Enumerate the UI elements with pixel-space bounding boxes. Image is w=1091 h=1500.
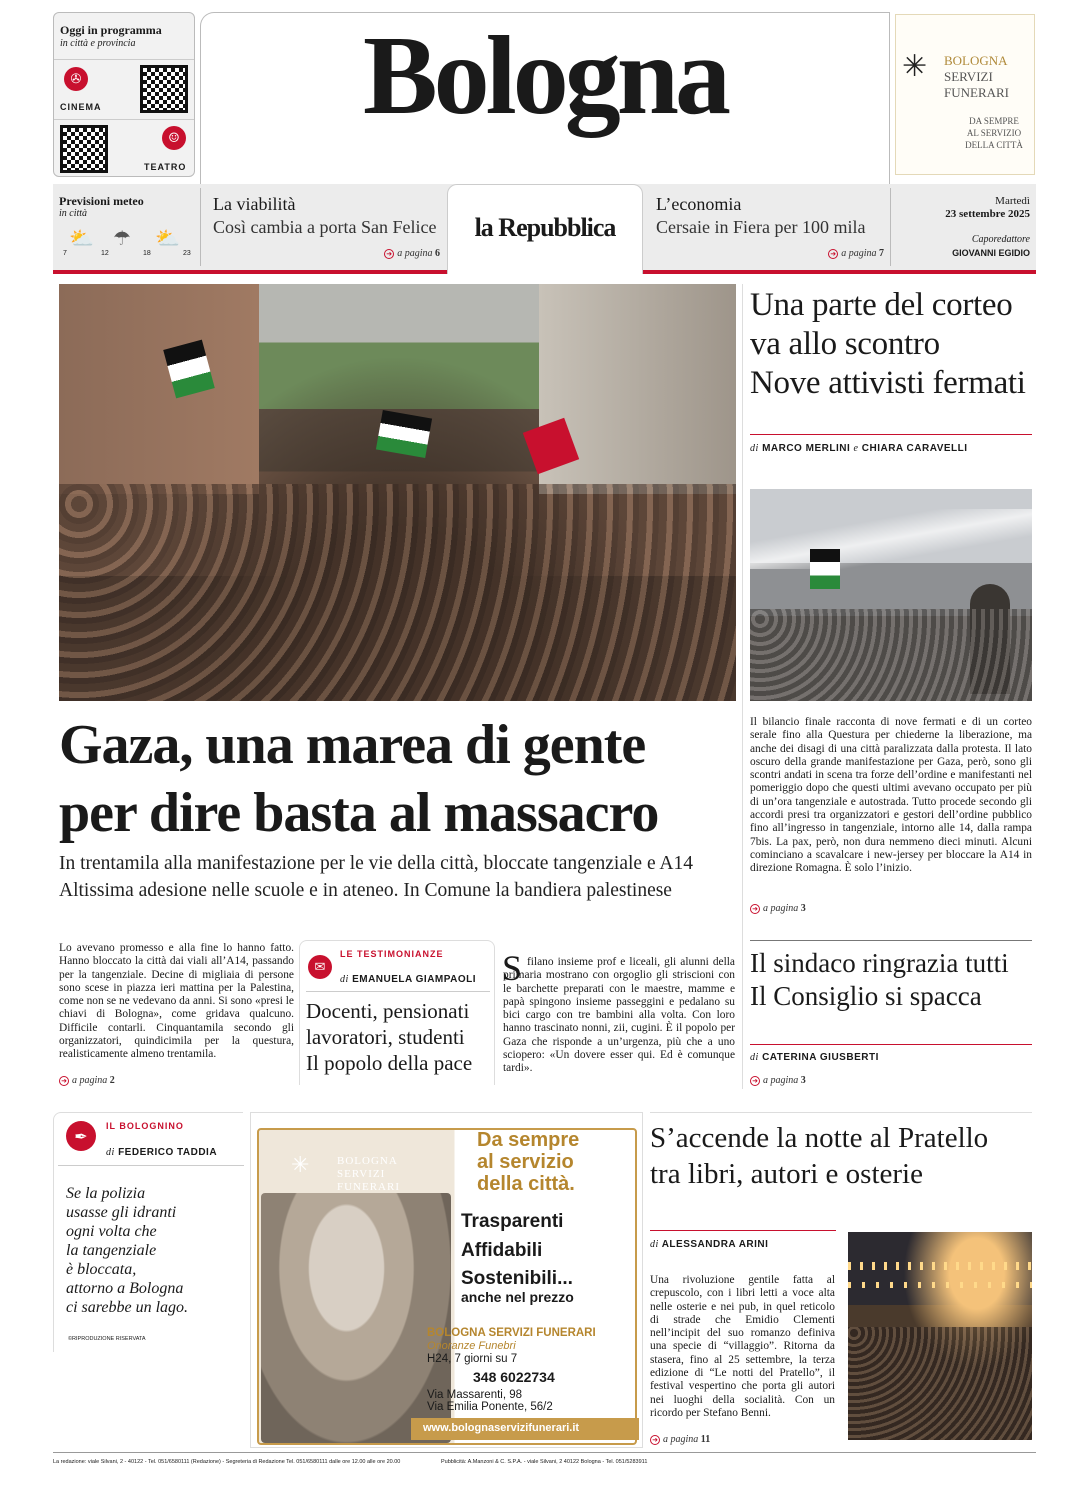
scontro-title-2[interactable]: va allo scontro [750,326,940,362]
bolognino-kicker: IL BOLOGNINO [106,1121,184,1131]
cinema-qr-code[interactable] [140,65,188,113]
ad-value-4: anche nel prezzo [461,1289,574,1305]
editor-name: GIOVANNI EGIDIO [952,248,1030,258]
ad-top-tag-3: DELLA CITTÀ [965,140,1023,150]
sindaco-title-2[interactable]: Il Consiglio si spacca [750,981,982,1011]
arrow-icon: ➜ [59,1076,69,1086]
pratello-night-photo [848,1232,1032,1440]
pratello-redline [650,1230,836,1231]
ad-top-tag-2: AL SERVIZIO [966,128,1022,138]
speech-bubble-icon: ✉ [308,955,332,979]
sindaco-title-1[interactable]: Il sindaco ringrazia tutti [750,948,1009,978]
dandelion-icon: ✳ [902,49,928,84]
repubblica-logo-box [447,184,643,274]
arrow-icon: ➜ [750,1076,760,1086]
footer-redazione: La redazione: viale Silvani, 2 - 40122 - Tel. 051/6580111 (Redazione) - Segreteria di Redazione Tel. 051/6580111 dalle ore 12.00 alle ore 20.00 [53,1459,401,1465]
date-box [891,184,1034,270]
arrow-icon: ➜ [828,249,838,259]
ad-value-3: Sostenibili... [461,1268,573,1289]
water-cannon-photo [750,489,1032,701]
masthead-title: Bologna [362,14,728,138]
ad-address-1: Via Massarenti, 98 [427,1389,523,1401]
rain-cloud-icon: ☂ [113,226,131,250]
issue-date: 23 settembre 2025 [945,208,1030,220]
ad-service: Onoranze Funebri [427,1340,516,1352]
ad-company: BOLOGNA SERVIZI FUNERARI [427,1327,596,1339]
economia-text: Cersaie in Fiera per 100 mila [656,217,866,237]
sindaco-page-link[interactable]: ➜ a pagina 3 [750,1075,806,1086]
bolognino-quote-6: attorno a Bologna [66,1280,184,1297]
testimonianze-title-2[interactable]: lavoratori, studenti [306,1025,465,1049]
scontro-title-3[interactable]: Nove attivisti fermati [750,365,1026,401]
arrow-icon: ➜ [384,249,394,259]
meteo-subtitle: in città [59,208,88,219]
viabilita-teaser[interactable] [200,184,446,270]
economia-page-link[interactable]: ➜ a pagina 7 [828,248,884,259]
testimonianze-byline: di EMANUELA GIAMPAOLI [340,974,477,985]
teatro-mask-icon: ☺ [162,126,186,150]
pratello-byline: di ALESSANDRA ARINI [650,1239,769,1250]
bolognino-quote-3: ogni volta che [66,1223,157,1240]
scontro-body: Il bilancio finale racconta di nove fermati e di un corteo serale fino alla Questura per chiederne la liberazione, ma anche dei disagi di una città paralizzata dalla protesta. Il lato oscuro della grande manifestazione per Gaza, però, sono gli scontri andati in scena tra forze dell’ordine e manifestanti nel pomeriggio dopo che questi ultimi avevano occupato per più di un’ora tangenziale e autostrada. Tutto procede secondo gli accordi presi tra organizzatori e gestori dell’ordine pubblico fino all’ingresso in tangenziale, intorno alle 14, dalla rampa 7bis. La pax, però, non dura nemmeno dieci minuti. Alcuni cominciano a scavalcare i new-jersey per bloccare la A14 in direzione Romagna. È solo l’inizio. [750,716,1032,875]
main-body: Lo avevano promesso e alla fine lo hanno fatto. Hanno bloccato la città dai viali all’A14, passando per la tangenziale. Decine di migliaia di persone sono scese in piazza ieri mattina per la Palestina, come non se ne vedevano da anni. Si sono «presi le chiavi di Bologna», come gridava qualcuno. Difficile contarli. Cinquantamila secondo gli organizzatori, quindicimila per la questura, realisticamente almeno trentamila. [59,942,294,1061]
cinema-label[interactable]: CINEMA [60,102,102,112]
footer-pubblicita: Pubblicità: A.Manzoni & C. S.P.A. - viale Silvani, 2 40122 Bologna - Tel. 051/5283911 [441,1459,648,1465]
editor-role: Caporedattore [971,234,1030,245]
program-title: Oggi in programma [60,23,162,37]
main-subhead-1: In trentamila alla manifestazione per le vie della città, bloccate tangenziale e A14 [59,853,693,874]
main-page-link[interactable]: ➜ a pagina 2 [59,1075,115,1086]
ad-top-logo-1: BOLOGNA [944,53,1008,68]
ad-address-2: Via Emilia Ponente, 56/2 [427,1401,553,1413]
testimonianze-kicker: LE TESTIMONIANZE [340,949,444,959]
testimonianze-body: filano insieme prof e liceali, gli alunni della primaria mostrano con orgoglio gli striscioni con le barchette preparati con le maestre, mamme e papà spingono insieme passeggini e pedalano su bici cargo con tre bambini alla volta. Con loro hanno trascinato nonni, zii, cugini. È il popolo per Gaza che risponde a un’urgenza, più che a uno sciopero: «Un dovere esser qui. Ed è comunque tardi». [503,956,735,1075]
temp-3: 18 [143,250,151,257]
pratello-title-1[interactable]: S’accende la notte al Pratello [650,1122,989,1154]
testimonianze-box [299,940,495,1085]
scontro-byline: di MARCO MERLINI e CHIARA CARAVELLI [750,443,968,454]
ad-top-tag-1: DA SEMPRE [969,116,1019,126]
ad-logo-3: FUNERARI [337,1181,401,1193]
viabilita-kicker: La viabilità [213,194,296,214]
pratello-page-link[interactable]: ➜ a pagina 11 [650,1434,710,1445]
testimonianze-title-3[interactable]: Il popolo della pace [306,1051,473,1075]
ad-website[interactable]: www.bolognaservizifunerari.it [423,1422,580,1434]
economia-teaser[interactable] [644,184,890,270]
ad-claim-2: al servizio [477,1151,574,1173]
ad-logo-1: BOLOGNA [337,1155,398,1167]
arrow-icon: ➜ [650,1435,660,1445]
bolognino-quote-2: usasse gli idranti [66,1204,177,1221]
temp-1: 7 [63,250,67,257]
teatro-qr-code[interactable] [60,125,108,173]
testimonianze-title-1[interactable]: Docenti, pensionati [306,999,470,1023]
pratello-body: Una rivoluzione gentile fatta al crepuscolo, con i libri letti a voce alta nelle osterie e nei pub, in quel reticolo di strade che Emidio Clementi nell’incipit del suo romanzo definiva una specie di “villaggio”. Ritorna da stasera, fino al 25 settembre, la terza edizione di “Le notti del Pratello”, il festival vespertino che porta gli autori nei luoghi della socialità. Con un ricordo per Stefano Benni. [650,1274,835,1419]
ad-claim-3: della città. [477,1173,575,1195]
main-photo-gaza-march [59,284,736,701]
ad-top-logo-2: SERVIZI [944,69,993,84]
ad-claim-1: Da sempre [477,1129,580,1151]
scontro-page-link[interactable]: ➜ a pagina 3 [750,903,806,914]
pen-nib-icon: ✒ [66,1121,96,1151]
ad-phone[interactable]: 348 6022734 [473,1369,555,1385]
rights-reserved: ©RIPRODUZIONE RISERVATA [68,1336,146,1342]
repubblica-logo: la Repubblica [474,213,616,242]
bolognino-box [53,1112,243,1352]
scontro-title-1[interactable]: Una parte del corteo [750,287,1013,323]
program-box [53,12,195,177]
cinema-icon: ✇ [64,67,88,91]
issue-day: Martedì [995,195,1030,207]
arrow-icon: ➜ [750,904,760,914]
viabilita-page-link[interactable]: ➜ a pagina 6 [384,248,440,259]
main-headline-line2[interactable]: per dire basta al massacro [59,782,659,844]
temp-2: 12 [101,250,109,257]
ad-logo-2: SERVIZI [337,1168,386,1180]
sindaco-byline: di CATERINA GIUSBERTI [750,1052,879,1063]
ad-top[interactable] [895,14,1035,175]
bolognino-byline: di FEDERICO TADDIA [106,1147,218,1158]
temp-4: 23 [183,250,191,257]
testimonianze-dropcap: S [502,948,523,988]
main-subhead-2: Altissima adesione nelle scuole e in ateneo. In Comune la bandiera palestinese [59,880,672,901]
economia-kicker: L’economia [656,194,742,214]
sun-cloud-icon: ⛅ [69,226,94,250]
angel-statue-image [261,1193,451,1443]
bolognino-quote-1: Se la polizia [66,1185,146,1202]
viabilita-text: Così cambia a porta San Felice [213,217,437,237]
main-headline-line1[interactable]: Gaza, una marea di gente [59,714,646,776]
ad-hours: H24, 7 giorni su 7 [427,1353,518,1365]
program-subtitle: in città e provincia [60,38,136,49]
bolognino-quote-7: ci sarebbe un lago. [66,1299,189,1316]
pratello-title-2[interactable]: tra libri, autori e osterie [650,1158,923,1190]
meteo-box [53,184,199,270]
bolognino-quote-4: la tangenziale [66,1242,157,1259]
ad-value-1: Trasparenti [461,1211,564,1232]
funeral-ad[interactable] [250,1112,643,1448]
ad-top-logo-3: FUNERARI [944,85,1010,100]
meteo-title: Previsioni meteo [59,194,144,208]
sun-cloud-icon: ⛅ [155,226,180,250]
bolognino-quote-5: è bloccata, [66,1261,137,1278]
teatro-label[interactable]: TEATRO [144,162,187,172]
scontro-redline [750,434,1032,435]
dandelion-icon: ✳ [291,1153,310,1178]
sindaco-redline [750,1044,1032,1045]
ad-value-2: Affidabili [461,1240,543,1261]
